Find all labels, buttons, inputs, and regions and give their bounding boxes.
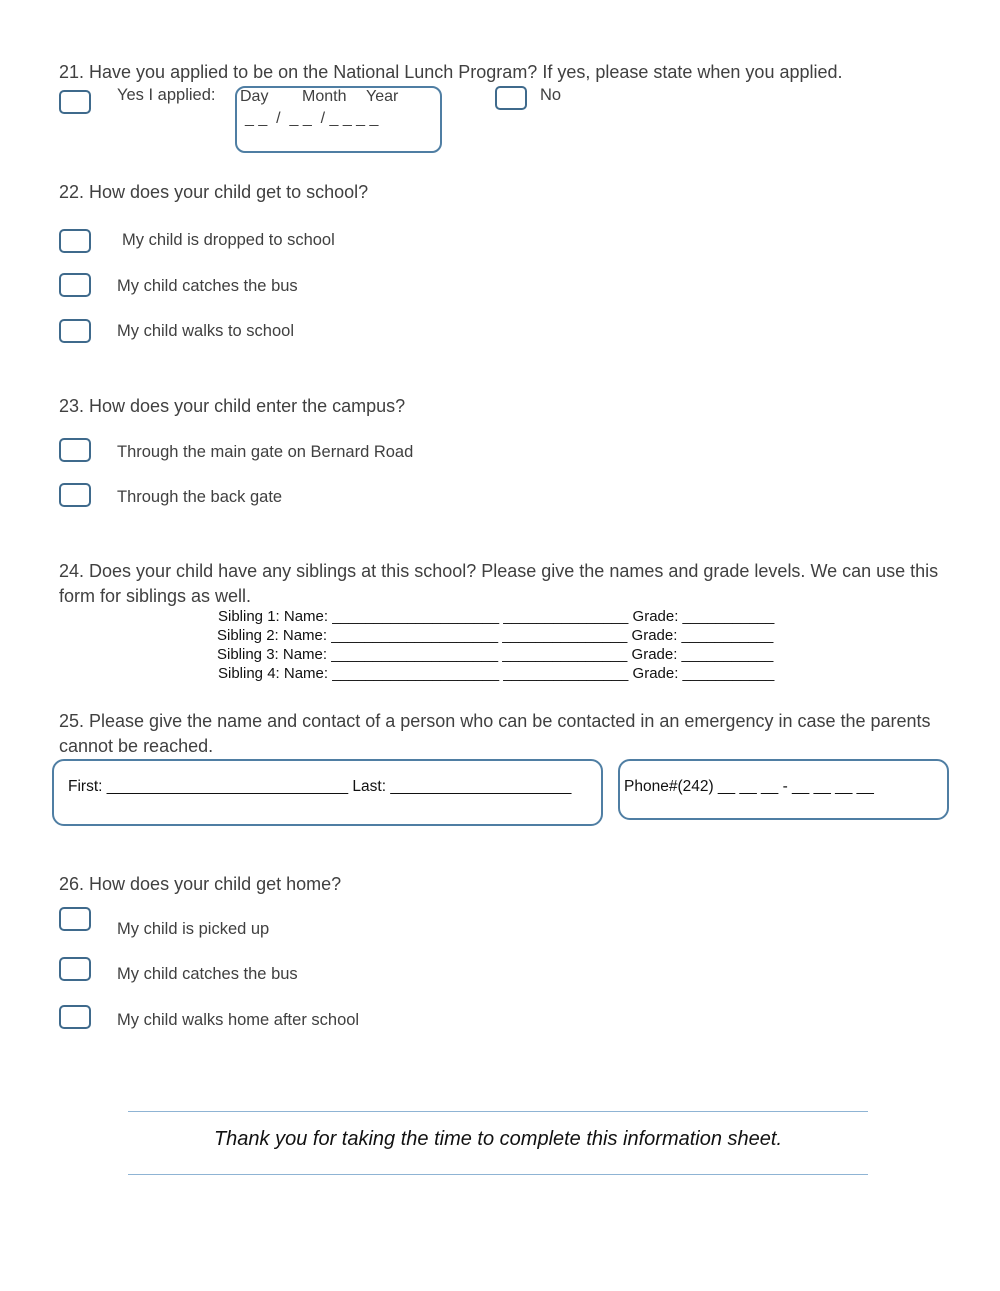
sibling-3-line[interactable]: Sibling 3: Name: ____________________ _______________ Grade: ___________ — [217, 646, 774, 663]
sibling-1-line[interactable]: Sibling 1: Name: ____________________ _______________ Grade: ___________ — [218, 608, 775, 625]
date-applied-box[interactable] — [235, 86, 442, 153]
option-catches-bus-to-school: My child catches the bus — [117, 277, 298, 295]
option-yes-applied-label: Yes I applied: — [117, 86, 216, 104]
footer-bottom-divider — [128, 1174, 868, 1175]
thank-you-message: Thank you for taking the time to complete this information sheet. — [213, 1128, 783, 1150]
date-day-label: Day — [240, 88, 269, 105]
option-walks-to-school: My child walks to school — [117, 322, 294, 340]
option-catches-bus-home: My child catches the bus — [117, 965, 298, 983]
option-dropped-to-school: My child is dropped to school — [122, 231, 335, 249]
sibling-2-line[interactable]: Sibling 2: Name: ____________________ _______________ Grade: ___________ — [217, 627, 774, 644]
option-no-label: No — [540, 86, 562, 104]
option-back-gate: Through the back gate — [117, 488, 283, 506]
emergency-name-box[interactable] — [52, 759, 603, 826]
question-24: 24. Does your child have any siblings at this school? Please give the names and grade levels. We can use this form for siblings as well. — [59, 561, 939, 606]
footer-top-divider — [128, 1111, 868, 1112]
checkbox-back-gate[interactable] — [59, 483, 91, 507]
question-26: 26. How does your child get home? — [59, 874, 342, 894]
date-month-label: Month — [302, 88, 347, 105]
checkbox-walks-home[interactable] — [59, 1005, 91, 1029]
date-year-label: Year — [366, 88, 399, 105]
option-walks-home: My child walks home after school — [117, 1011, 360, 1029]
question-21: 21. Have you applied to be on the National Lunch Program? If yes, please state when you applied. — [59, 62, 843, 82]
checkbox-picked-up[interactable] — [59, 907, 91, 931]
question-23: 23. How does your child enter the campus? — [59, 396, 406, 416]
checkbox-catches-bus-to-school[interactable] — [59, 273, 91, 297]
checkbox-yes-applied[interactable] — [59, 90, 91, 114]
checkbox-main-gate[interactable] — [59, 438, 91, 462]
emergency-name-fields[interactable]: First: ____________________________ Last: _____________________ — [68, 778, 572, 795]
emergency-phone-field[interactable]: Phone#(242) __ __ __ - __ __ __ __ — [624, 778, 874, 795]
checkbox-dropped-to-school[interactable] — [59, 229, 91, 253]
date-blank-field[interactable]: _ _ / _ _ / _ _ _ _ — [245, 110, 379, 127]
option-main-gate: Through the main gate on Bernard Road — [117, 443, 414, 461]
question-22: 22. How does your child get to school? — [59, 182, 369, 202]
checkbox-catches-bus-home[interactable] — [59, 957, 91, 981]
checkbox-no[interactable] — [495, 86, 527, 110]
question-25: 25. Please give the name and contact of a person who can be contacted in an emergency in case the parents cannot be reached. — [59, 711, 931, 756]
emergency-phone-box[interactable] — [618, 759, 949, 820]
option-picked-up: My child is picked up — [117, 920, 270, 938]
checkbox-walks-to-school[interactable] — [59, 319, 91, 343]
sibling-4-line[interactable]: Sibling 4: Name: ____________________ _______________ Grade: ___________ — [218, 665, 775, 682]
